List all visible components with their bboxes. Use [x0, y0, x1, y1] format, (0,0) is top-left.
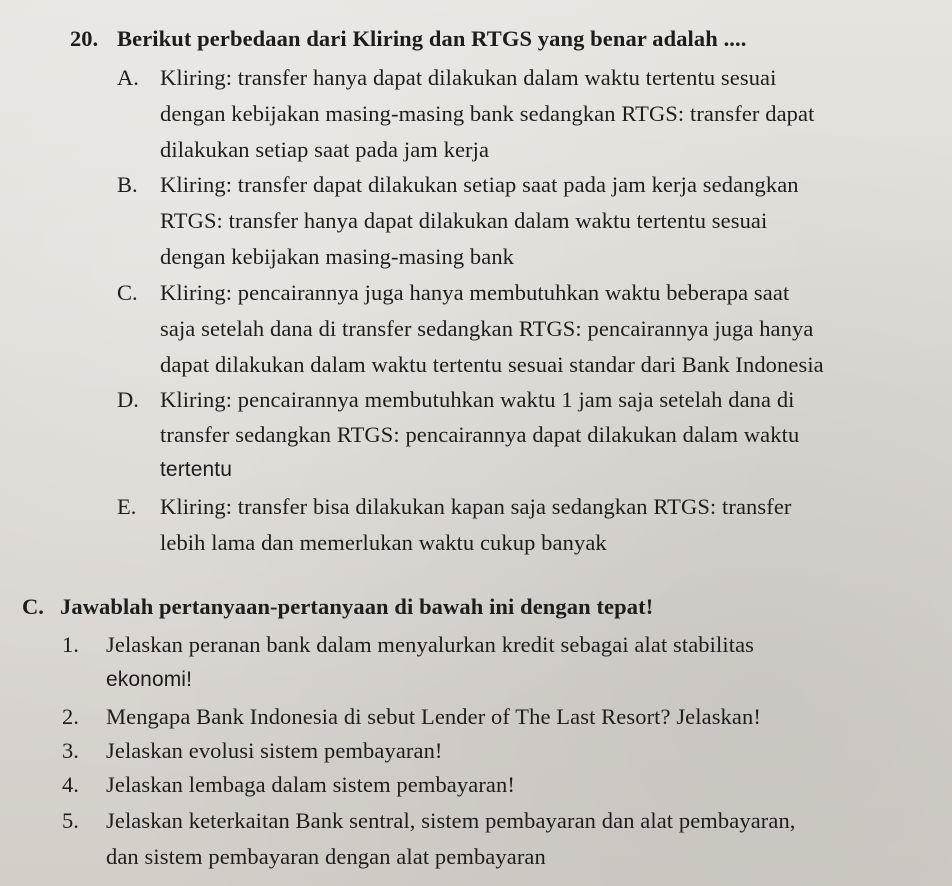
essay-question-5-line-2: dan sistem pembayaran dengan alat pembayaran — [106, 844, 546, 869]
option-c-line-3: dapat dilakukan dalam waktu tertentu sesuai standar dari Bank Indonesia — [160, 352, 824, 377]
option-a-line-3: dilakukan setiap saat pada jam kerja — [160, 137, 490, 162]
section-c-letter: C. — [22, 594, 44, 619]
option-c-line-1: Kliring: pencairannya juga hanya membutuhkan waktu beberapa saat — [160, 280, 790, 305]
essay-question-2-number: 2. — [62, 704, 79, 729]
option-a-line-1: Kliring: transfer hanya dapat dilakukan dalam waktu tertentu sesuai — [160, 65, 777, 90]
option-b-line-1: Kliring: transfer dapat dilakukan setiap saat pada jam kerja sedangkan — [160, 172, 799, 197]
essay-question-1-number: 1. — [62, 632, 79, 657]
option-d-letter: D. — [117, 387, 139, 412]
option-c-letter: C. — [117, 280, 138, 305]
essay-question-1-line-2: ekonomi! — [106, 668, 193, 691]
option-d-line-2: transfer sedangkan RTGS: pencairannya dapat dilakukan dalam waktu — [160, 422, 800, 447]
essay-question-3-line-1: Jelaskan evolusi sistem pembayaran! — [106, 738, 443, 763]
option-d-line-1: Kliring: pencairannya membutuhkan waktu 1 jam saja setelah dana di — [160, 387, 795, 412]
option-e-letter: E. — [117, 494, 137, 519]
option-e-line-1: Kliring: transfer bisa dilakukan kapan saja sedangkan RTGS: transfer — [160, 494, 792, 519]
essay-question-3-number: 3. — [62, 738, 79, 763]
essay-question-1-line-1: Jelaskan peranan bank dalam menyalurkan kredit sebagai alat stabilitas — [106, 632, 755, 657]
essay-question-5-line-1: Jelaskan keterkaitan Bank sentral, sistem pembayaran dan alat pembayaran, — [106, 808, 796, 833]
option-b-line-2: RTGS: transfer hanya dapat dilakukan dalam waktu tertentu sesuai — [160, 208, 768, 233]
option-b-line-3: dengan kebijakan masing-masing bank — [160, 244, 515, 269]
essay-question-2-line-1: Mengapa Bank Indonesia di sebut Lender of The Last Resort? Jelaskan! — [106, 704, 761, 729]
question-20-prompt: Berikut perbedaan dari Kliring dan RTGS yang benar adalah .... — [117, 26, 747, 51]
option-a-letter: A. — [117, 65, 139, 90]
option-a-line-2: dengan kebijakan masing-masing bank sedangkan RTGS: transfer dapat — [160, 101, 815, 126]
essay-question-4-line-1: Jelaskan lembaga dalam sistem pembayaran! — [106, 772, 515, 797]
essay-question-5-number: 5. — [62, 808, 79, 833]
section-c-title: Jawablah pertanyaan-pertanyaan di bawah ini dengan tepat! — [60, 594, 654, 619]
option-d-line-3: tertentu — [160, 458, 233, 481]
option-e-line-2: lebih lama dan memerlukan waktu cukup banyak — [160, 530, 607, 555]
question-20-number: 20. — [70, 26, 99, 51]
essay-question-4-number: 4. — [62, 772, 79, 797]
option-c-line-2: saja setelah dana di transfer sedangkan RTGS: pencairannya juga hanya — [160, 316, 814, 341]
option-b-letter: B. — [117, 172, 138, 197]
